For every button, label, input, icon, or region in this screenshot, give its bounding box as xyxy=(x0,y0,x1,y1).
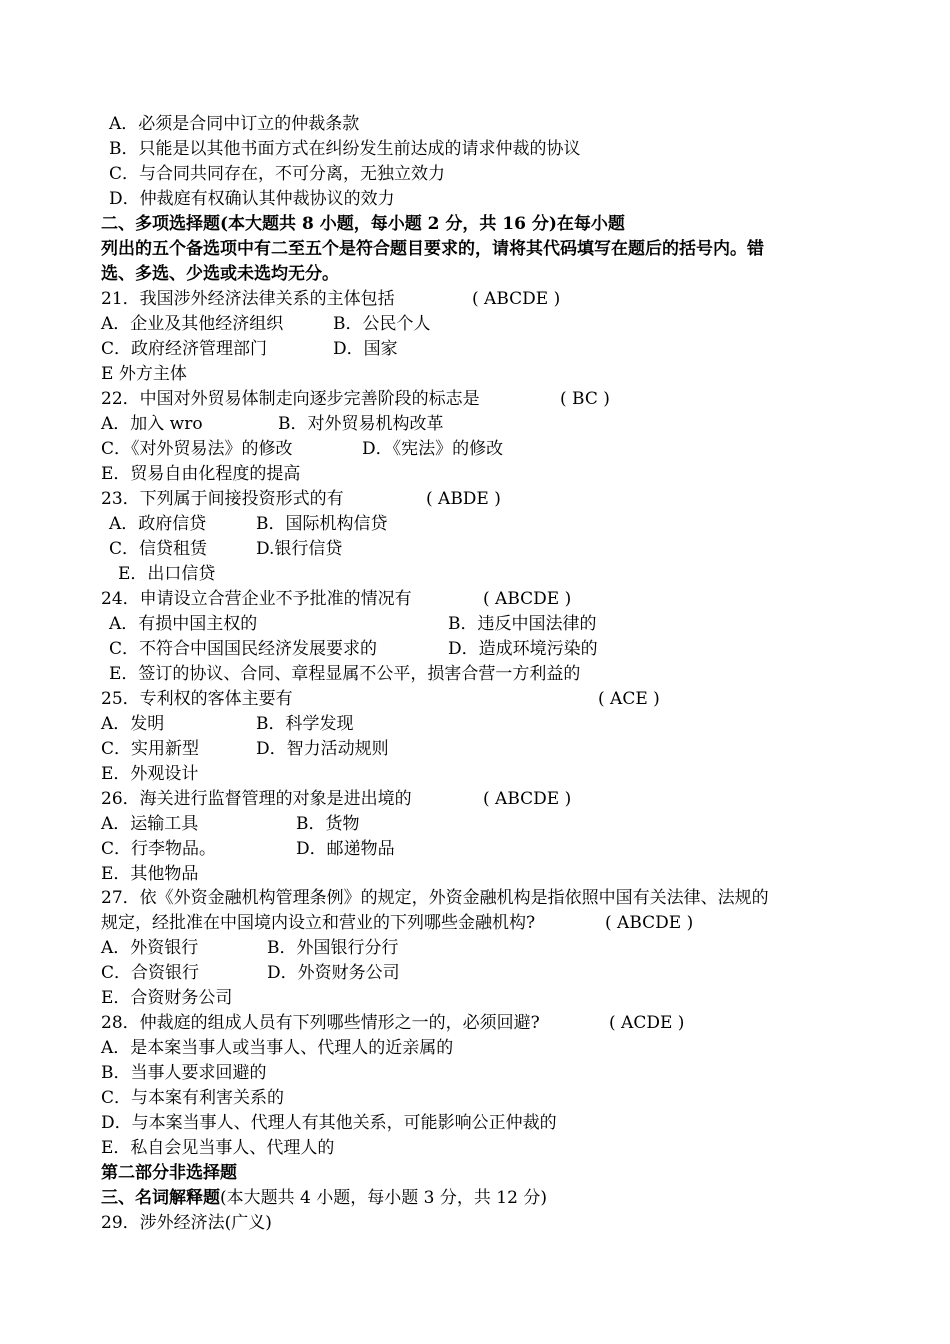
q24-stem xyxy=(101,587,572,611)
q24-options-cd xyxy=(109,637,598,661)
q25-answer: ( ACE ) xyxy=(598,689,660,709)
q26-options-ab xyxy=(101,812,360,836)
q27-options-cd xyxy=(101,961,400,985)
q24-option-e: E．签订的协议、合同、章程显属不公平，损害合营一方利益的 xyxy=(109,664,581,684)
q21-stem-text: 21．我国涉外经济法律关系的主体包括 xyxy=(101,289,395,309)
q28-option-c: C．与本案有利害关系的 xyxy=(101,1088,285,1108)
q21-option-e: E 外方主体 xyxy=(101,364,187,384)
q27-option-d: D．外资财务公司 xyxy=(267,963,400,983)
q21-option-b: B．公民个人 xyxy=(333,314,431,334)
q23-option-c: C．信贷租赁 xyxy=(109,539,208,559)
q26-option-d: D．邮递物品 xyxy=(296,839,395,859)
q22-option-c: C．《对外贸易法》的修改 xyxy=(101,439,293,459)
q23-stem xyxy=(101,487,501,511)
q21-options-cd xyxy=(101,337,398,361)
q27-option-e: E．合资财务公司 xyxy=(101,988,233,1008)
q23-stem-text: 23．下列属于间接投资形式的有 xyxy=(101,489,344,509)
section2-heading-line2: 列出的五个备选项中有二至五个是符合题目要求的，请将其代码填写在题后的括号内。错 xyxy=(101,239,764,259)
q23-answer: ( ABDE ) xyxy=(426,489,501,509)
q28-option-d: D．与本案当事人、代理人有其他关系，可能影响公正仲裁的 xyxy=(101,1113,557,1133)
q27-options-ab xyxy=(101,936,399,960)
q22-answer: ( BC ) xyxy=(560,389,610,409)
section3-note: (本大题共 4 小题，每小题 3 分，共 12 分) xyxy=(220,1188,547,1208)
q23-option-a: A．政府信贷 xyxy=(109,514,207,534)
q26-answer: ( ABCDE ) xyxy=(483,789,572,809)
q27-stem-line2 xyxy=(101,911,694,935)
q27-option-a: A．外资银行 xyxy=(101,938,199,958)
q24-stem-text: 24．申请设立合营企业不予批准的情况有 xyxy=(101,589,412,609)
q27-stem-line1: 27．依《外资金融机构管理条例》的规定，外资金融机构是指依照中国有关法律、法规的 xyxy=(101,888,769,908)
section3-title: 三、名词解释题 xyxy=(101,1188,220,1208)
q25-option-d: D．智力活动规则 xyxy=(256,739,389,759)
q22-options-cd xyxy=(101,437,504,461)
q24-option-a: A．有损中国主权的 xyxy=(109,614,258,634)
q29-stem: 29．涉外经济法(广义) xyxy=(101,1213,272,1233)
q26-option-e: E．其他物品 xyxy=(101,864,199,884)
q25-option-c: C．实用新型 xyxy=(101,739,200,759)
q25-options-ab xyxy=(101,712,354,736)
q22-option-d: D．《宪法》的修改 xyxy=(362,439,504,459)
q20-option-c: C．与合同共同存在，不可分离，无独立效力 xyxy=(109,164,446,184)
section3-heading xyxy=(101,1186,547,1210)
q21-option-d: D．国家 xyxy=(333,339,398,359)
q28-option-e: E．私自会见当事人、代理人的 xyxy=(101,1138,335,1158)
q22-option-a: A．加入 wro xyxy=(101,414,203,434)
q23-option-b: B．国际机构信贷 xyxy=(256,514,388,534)
q28-option-b: B．当事人要求回避的 xyxy=(101,1063,267,1083)
q25-option-b: B．科学发现 xyxy=(256,714,354,734)
q22-stem xyxy=(101,387,610,411)
q23-option-e: E．出口信贷 xyxy=(118,564,216,584)
q26-option-c: C．行李物品。 xyxy=(101,839,217,859)
section2-heading-line3: 选、多选、少选或未选均无分。 xyxy=(101,264,339,284)
q25-options-cd xyxy=(101,737,389,761)
q24-option-d: D．造成环境污染的 xyxy=(448,639,598,659)
q23-options-cd xyxy=(109,537,343,561)
q21-answer: ( ABCDE ) xyxy=(472,289,561,309)
q22-option-e: E．贸易自由化程度的提高 xyxy=(101,464,301,484)
q22-option-b: B．对外贸易机构改革 xyxy=(278,414,444,434)
q22-stem-text: 22．中国对外贸易体制走向逐步完善阶段的标志是 xyxy=(101,389,480,409)
q27-stem-text: 规定，经批准在中国境内设立和营业的下列哪些金融机构? xyxy=(101,913,536,933)
q26-stem-text: 26．海关进行监督管理的对象是进出境的 xyxy=(101,789,412,809)
q25-stem xyxy=(101,687,660,711)
q23-option-d: D.银行信贷 xyxy=(256,539,343,559)
part2-title: 第二部分非选择题 xyxy=(101,1163,237,1183)
q20-option-d: D．仲裁庭有权确认其仲裁协议的效力 xyxy=(109,189,395,209)
q21-option-a: A．企业及其他经济组织 xyxy=(101,314,284,334)
q25-stem-text: 25．专利权的客体主要有 xyxy=(101,689,293,709)
q26-option-a: A．运输工具 xyxy=(101,814,199,834)
q26-options-cd xyxy=(101,837,395,861)
q24-option-b: B．违反中国法律的 xyxy=(448,614,597,634)
q28-option-a: A．是本案当事人或当事人、代理人的近亲属的 xyxy=(101,1038,454,1058)
q24-option-c: C．不符合中国国民经济发展要求的 xyxy=(109,639,378,659)
q22-options-ab xyxy=(101,412,444,436)
q27-option-b: B．外国银行分行 xyxy=(267,938,399,958)
q27-answer: ( ABCDE ) xyxy=(605,913,694,933)
q20-option-a: A．必须是合同中订立的仲裁条款 xyxy=(109,114,360,134)
q27-option-c: C．合资银行 xyxy=(101,963,200,983)
q24-answer: ( ABCDE ) xyxy=(483,589,572,609)
q25-option-a: A．发明 xyxy=(101,714,165,734)
q28-stem-text: 28．仲裁庭的组成人员有下列哪些情形之一的，必须回避? xyxy=(101,1013,540,1033)
section2-heading-line1: 二、多项选择题(本大题共 8 小题，每小题 2 分，共 16 分)在每小题 xyxy=(101,214,625,234)
q23-options-ab xyxy=(109,512,388,536)
q24-options-ab xyxy=(109,612,597,636)
q28-answer: ( ACDE ) xyxy=(609,1013,685,1033)
q26-option-b: B．货物 xyxy=(296,814,360,834)
q21-option-c: C．政府经济管理部门 xyxy=(101,339,268,359)
q26-stem xyxy=(101,787,572,811)
q28-stem xyxy=(101,1011,685,1035)
q20-option-b: B．只能是以其他书面方式在纠纷发生前达成的请求仲裁的协议 xyxy=(109,139,581,159)
q25-option-e: E．外观设计 xyxy=(101,764,199,784)
q21-stem xyxy=(101,287,561,311)
q21-options-ab xyxy=(101,312,431,336)
